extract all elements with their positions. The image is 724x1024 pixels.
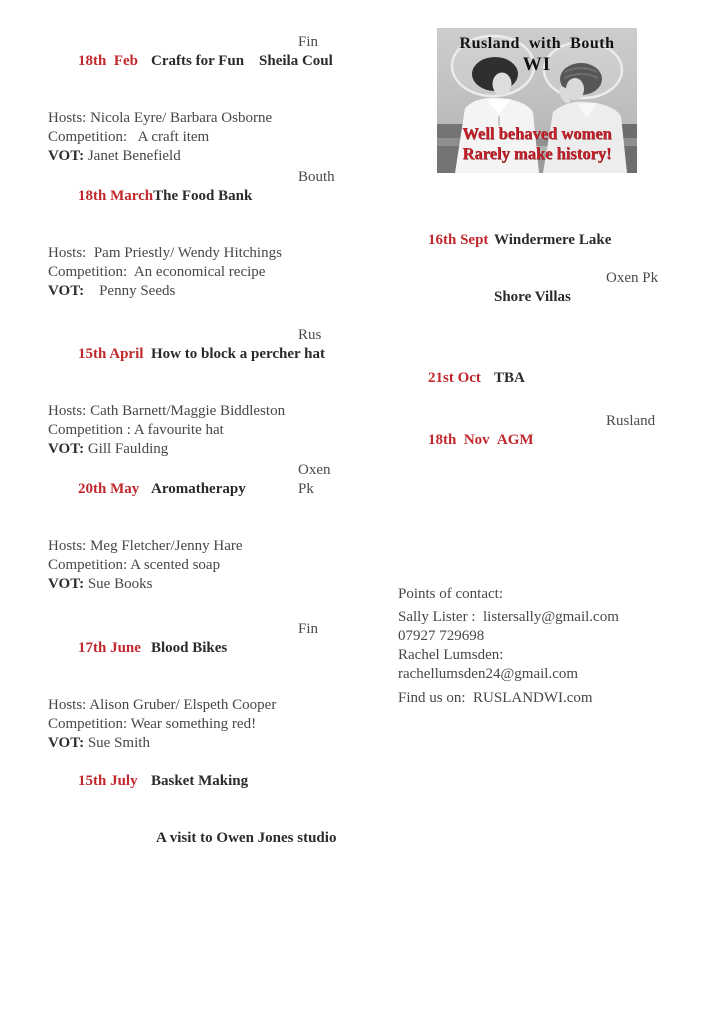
event-head xyxy=(398,212,664,269)
banner-title: Rusland with Bouth xyxy=(459,35,615,52)
event-title: AGM xyxy=(494,432,534,448)
event-head xyxy=(48,326,348,402)
event-vot xyxy=(48,282,348,301)
event-competition: Competition: An economical recipe xyxy=(48,264,266,280)
event-hosts: Hosts: Pam Priestly/ Wendy Hitchings xyxy=(48,245,282,261)
event-block-june xyxy=(48,620,348,753)
event-date: 16th Sept xyxy=(428,232,489,248)
event-location: Fin xyxy=(298,621,319,637)
event-head xyxy=(398,412,664,488)
event-title: Windermere Lake xyxy=(494,232,612,248)
event-date: 17th June xyxy=(78,640,141,656)
vot-name: Sue Books xyxy=(84,576,153,592)
banner-tagline-line1: Well behaved women xyxy=(462,124,612,143)
vot-name: Gill Faulding xyxy=(84,441,169,457)
banner-tagline xyxy=(437,124,637,164)
event-title: TBA xyxy=(494,370,525,386)
event-title: How to block a percher hat xyxy=(151,346,326,362)
event-head xyxy=(398,350,664,407)
event-date: 15th April xyxy=(78,346,144,362)
event-block-feb xyxy=(48,33,348,166)
event-location: Rusland xyxy=(606,413,656,429)
banner-tagline-line2: Rarely make history! xyxy=(462,144,612,163)
event-subtitle-line xyxy=(48,810,348,867)
vot-label: VOT: xyxy=(48,148,85,164)
event-head xyxy=(48,753,348,810)
event-vot xyxy=(48,147,348,166)
event-date: 20th May xyxy=(78,481,140,497)
event-title: Crafts for Fun Sheila Coul xyxy=(151,53,333,69)
event-hosts: Hosts: Meg Fletcher/Jenny Hare xyxy=(48,538,243,554)
vot-name: Penny Seeds xyxy=(84,283,176,299)
vot-name: Sue Smith xyxy=(84,735,150,751)
event-date: 18th Nov xyxy=(428,432,490,448)
event-head xyxy=(48,33,348,109)
contact-sally-email: Sally Lister : listersally@gmail.com xyxy=(398,609,619,625)
event-location: Oxen Pk xyxy=(606,270,659,286)
event-block-may xyxy=(48,461,348,594)
events-column-left xyxy=(48,33,348,867)
event-block-sept xyxy=(398,212,664,345)
event-block-july xyxy=(48,753,348,867)
events-column-right xyxy=(398,212,664,708)
contact-details xyxy=(398,608,664,684)
event-block-oct xyxy=(398,350,664,407)
event-date: 21st Oct xyxy=(428,370,481,386)
contact-rachel: Rachel Lumsden: xyxy=(398,647,504,663)
event-head xyxy=(48,461,348,537)
event-hosts: Hosts: Alison Gruber/ Elspeth Cooper xyxy=(48,697,277,713)
event-vot xyxy=(48,734,348,753)
event-date: 15th July xyxy=(78,773,138,789)
event-subtitle: Shore Villas xyxy=(494,289,571,305)
vot-label: VOT: xyxy=(48,735,85,751)
event-competition: Competition : A favourite hat xyxy=(48,422,224,438)
event-block-march xyxy=(48,168,348,301)
event-subtitle: A visit to Owen Jones studio xyxy=(156,830,337,846)
event-vot xyxy=(48,440,348,459)
vot-label: VOT: xyxy=(48,576,85,592)
event-competition: Competition: A craft item xyxy=(48,129,210,145)
wi-banner xyxy=(437,28,637,173)
event-head xyxy=(48,168,348,244)
contact-rachel-email: rachellumsden24@gmail.com xyxy=(398,666,579,682)
event-hosts: Hosts: Nicola Eyre/ Barbara Osborne xyxy=(48,110,273,126)
event-competition: Competition: Wear something red! xyxy=(48,716,257,732)
contact-phone: 07927 729698 xyxy=(398,628,485,644)
event-hosts: Hosts: Cath Barnett/Maggie Biddleston xyxy=(48,403,286,419)
event-title: Basket Making xyxy=(151,773,249,789)
event-title: Blood Bikes xyxy=(151,640,228,656)
event-date: 18th Feb xyxy=(78,53,138,69)
banner-wi-label: WI xyxy=(522,54,552,75)
find-us-line: Find us on: RUSLANDWI.com xyxy=(398,690,593,706)
event-subtitle-line xyxy=(398,269,664,345)
contact-heading: Points of contact: xyxy=(398,586,503,602)
event-vot xyxy=(48,575,348,594)
event-location: Bouth xyxy=(298,169,335,185)
event-location: Oxen Pk xyxy=(298,462,335,497)
event-date: 18th March xyxy=(78,188,154,204)
event-title: The Food Bank xyxy=(153,188,253,204)
event-location: Rus xyxy=(298,327,322,343)
event-competition: Competition: A scented soap xyxy=(48,557,221,573)
vot-name: Janet Benefield xyxy=(84,148,181,164)
event-block-nov xyxy=(398,412,664,488)
event-location: Fin xyxy=(298,34,319,50)
event-title: Aromatherapy xyxy=(151,481,246,497)
vot-label: VOT: xyxy=(48,283,85,299)
event-head xyxy=(48,620,348,696)
event-block-april xyxy=(48,326,348,459)
vot-label: VOT: xyxy=(48,441,85,457)
